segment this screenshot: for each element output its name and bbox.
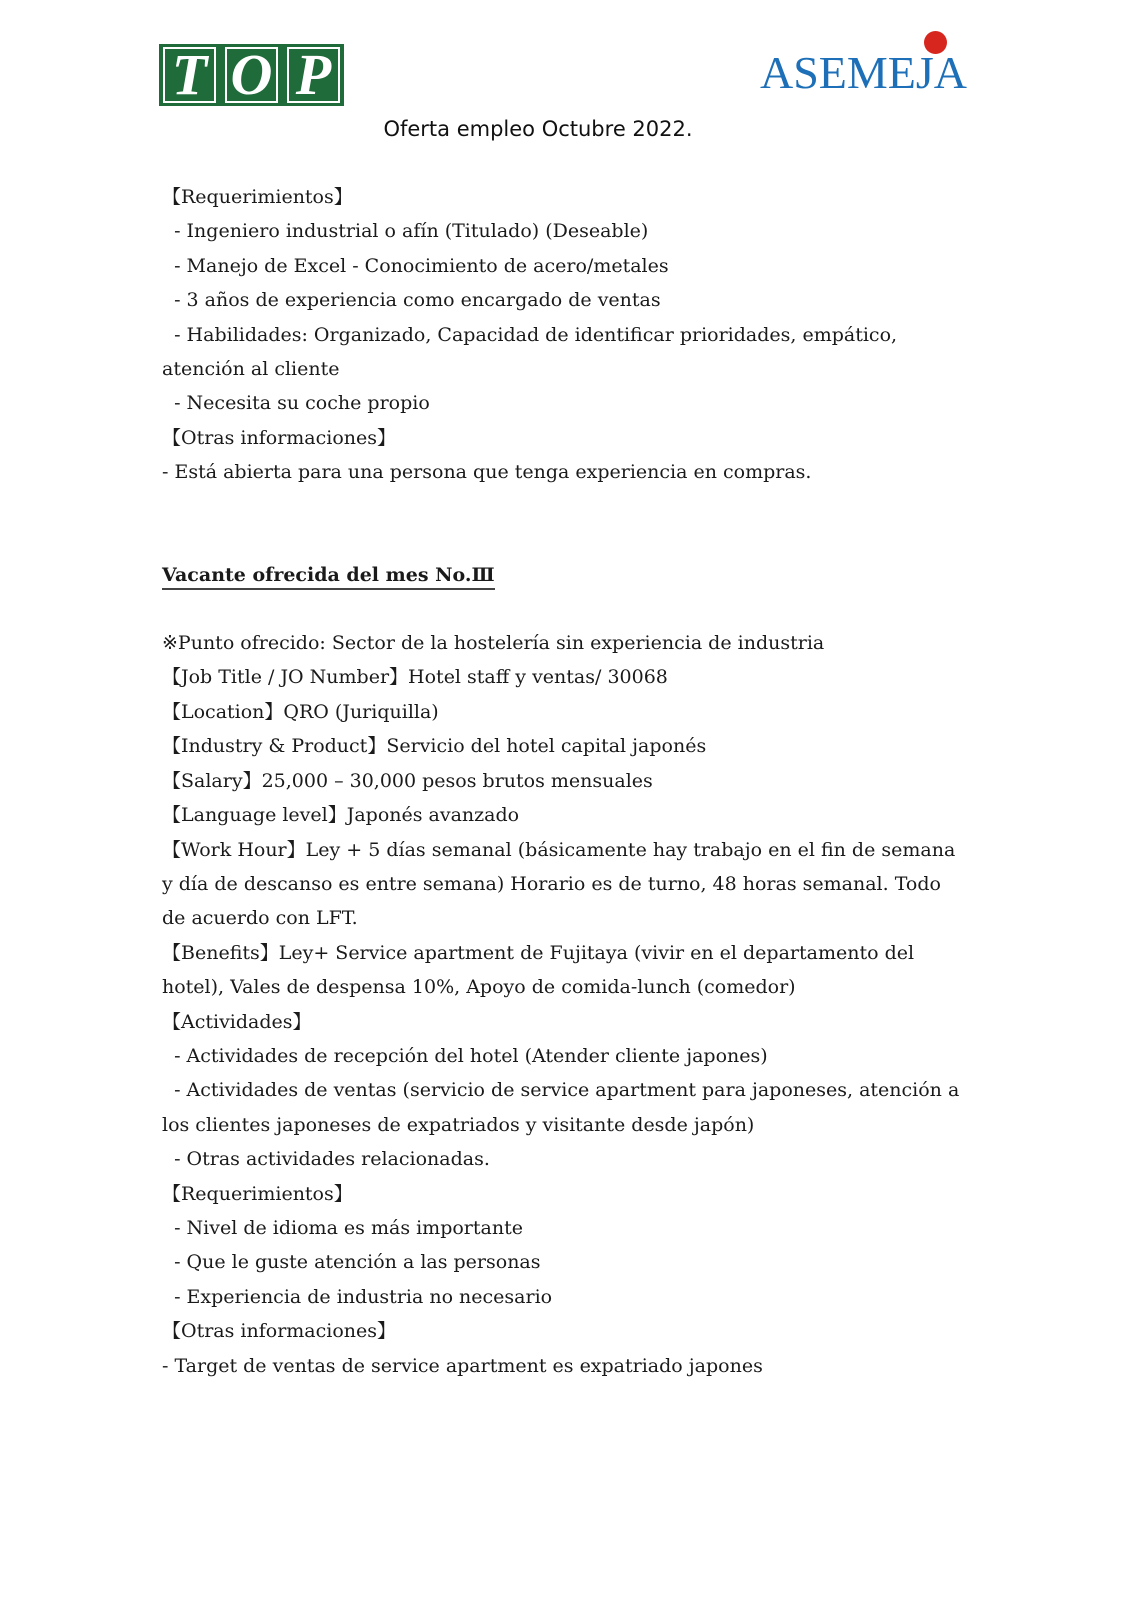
text-line: - Que le guste atención a las personas <box>162 1251 541 1274</box>
text-line: 【Requerimientos】 <box>162 186 353 208</box>
section-requirements-1 <box>162 180 962 490</box>
text-line: 【Otras informaciones】 <box>162 1320 397 1343</box>
text-line: - Otras actividades relacionadas. <box>162 1148 490 1171</box>
text-line: 【Actividades】 <box>162 1010 312 1033</box>
text-line: 【Otras informaciones】 <box>162 426 397 449</box>
document-body <box>162 180 966 1383</box>
text-line: ※Punto ofrecido: Sector de la hostelería sin experiencia de industria <box>162 632 825 655</box>
text-line: - Necesita su coche propio <box>162 392 430 415</box>
text-line: 【Requerimientos】 <box>162 1182 353 1205</box>
text-line: - Nivel de idioma es más importante <box>162 1216 523 1239</box>
text-line: 【Work Hour】Ley + 5 días semanal (básicamente hay trabajo en el fin de semana y día de descanso es entre semana) Horario es de turno, 48 horas semanal. Todo de acuerdo con LFT. <box>162 838 962 930</box>
text-line: 【Benefits】Ley+ Service apartment de Fujitaya (vivir en el departamento del hotel), Vales de despensa 10%, Apoyo de comida-lunch (comedor) <box>162 941 921 999</box>
top-logo-letter: O <box>225 47 278 103</box>
top-logo-letter: T <box>163 47 216 103</box>
text-line: 【Salary】25,000 – 30,000 pesos brutos mensuales <box>162 769 653 792</box>
text-line: - Target de ventas de service apartment es expatriado japones <box>162 1354 763 1377</box>
text-line: - Manejo de Excel - Conocimiento de acero/metales <box>162 254 669 277</box>
text-line: 【Location】QRO (Juriquilla) <box>162 700 439 723</box>
text-line: - Experiencia de industria no necesario <box>162 1285 553 1308</box>
section-vacancy-details <box>162 626 966 1383</box>
text-line: - Actividades de ventas (servicio de service apartment para japoneses, atención a los clientes japoneses de expatriados y visitante desde japón) <box>162 1079 966 1136</box>
text-line: 【Industry & Product】Servicio del hotel capital japonés <box>162 735 707 758</box>
text-line: - Actividades de recepción del hotel (Atender cliente japones) <box>162 1044 768 1067</box>
text-line: - Habilidades: Organizado, Capacidad de identificar prioridades, empático, atención al cliente <box>162 323 904 381</box>
top-logo <box>159 44 344 106</box>
text-line: 【Job Title / JO Number】Hotel staff y ventas/ 30068 <box>162 666 668 689</box>
text-line: 【Language level】Japonés avanzado <box>162 804 520 827</box>
top-logo-letter: P <box>287 47 340 103</box>
document-title: Oferta empleo Octubre 2022. <box>383 117 693 141</box>
text-line: - 3 años de experiencia como encargado de ventas <box>162 289 661 312</box>
asemeja-logo: ASEMEJA <box>760 47 968 98</box>
section-title-vacancy: Vacante ofrecida del mes No.Ⅲ <box>162 562 495 590</box>
text-line: - Ingeniero industrial o afín (Titulado) (Deseable) <box>162 220 649 243</box>
text-line: - Está abierta para una persona que tenga experiencia en compras. <box>162 461 812 484</box>
